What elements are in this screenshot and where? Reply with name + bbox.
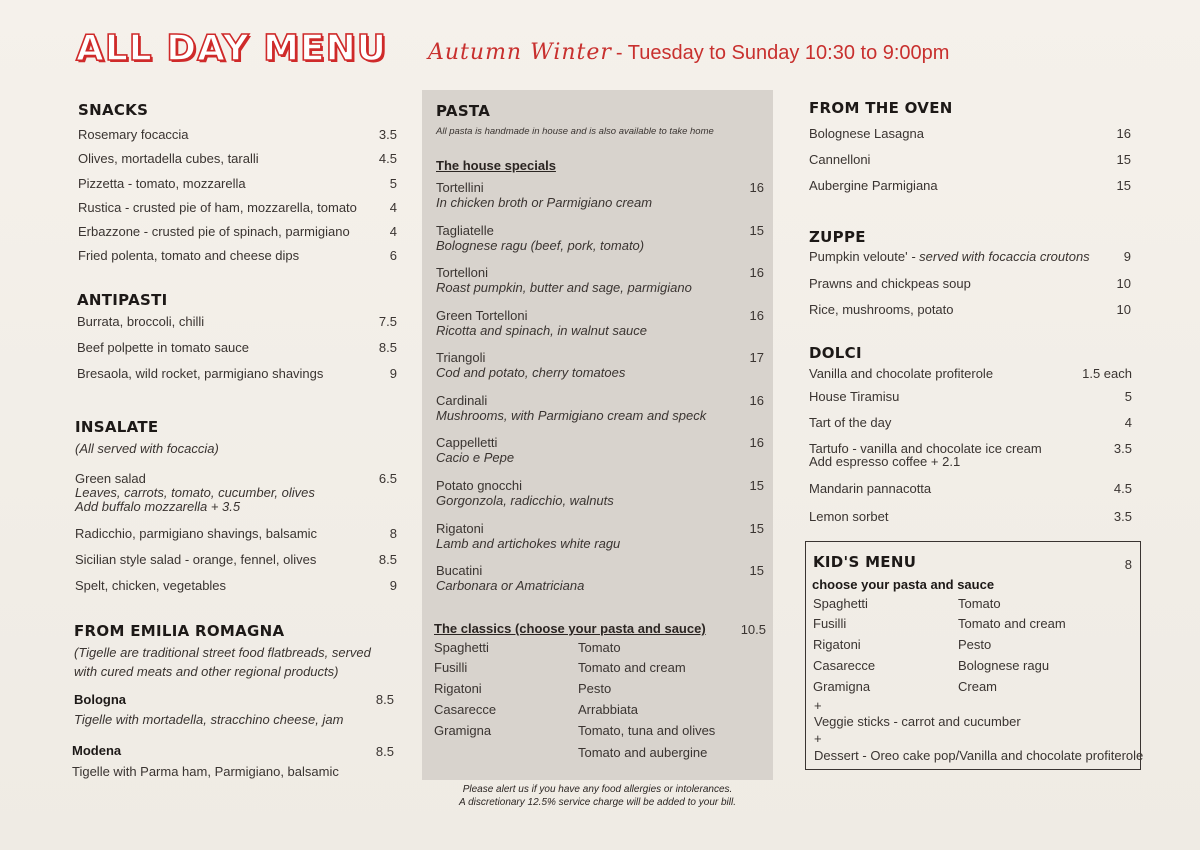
season-label: Autumn Winter [428,40,612,65]
pasta-sauce: Tomato and aubergine [578,745,708,760]
menu-item-price: 1.5 each [1082,366,1132,381]
menu-item-description: Tigelle with Parma ham, Parmigiano, balsamic [72,764,339,779]
menu-item-price: 3.5 [1113,509,1132,524]
menu-item-price: 4 [1124,415,1132,430]
pasta-item-description: Cod and potato, cherry tomatoes [436,365,626,380]
pasta-item-price: 17 [749,350,764,365]
soup-description: - served with focaccia croutons [911,249,1090,264]
pasta-heading: PASTA [436,102,491,120]
menu-item-addon: Add buffalo mozzarella + 3.5 [75,499,241,514]
menu-item-name: Prawns and chickpeas soup [809,276,971,291]
menu-item-name: Aubergine Parmigiana [809,178,938,193]
menu-item-price: 4 [389,200,397,215]
pasta-item-name: Triangoli [436,350,486,365]
kids-pasta-sauce: Tomato [958,596,1001,611]
pasta-item-description: Ricotta and spinach, in walnut sauce [436,323,648,338]
menu-item-addon: Add espresso coffee + 2.1 [809,454,961,469]
pasta-item-description: Lamb and artichokes white ragu [436,536,621,551]
menu-item-price: 5 [389,176,397,191]
pasta-item-price: 15 [749,563,764,578]
antipasti-heading: ANTIPASTI [77,291,168,309]
oven-heading: FROM THE OVEN [809,99,953,117]
pasta-sauce: Arrabbiata [578,702,638,717]
menu-item-name: Tartufo - vanilla and chocolate ice cream [809,441,1042,456]
menu-item-name: Beef polpette in tomato sauce [77,340,250,355]
service-charge-note: A discretionary 12.5% service charge will be added to your bill. [459,797,736,808]
pasta-sauce: Tomato, tuna and olives [578,723,716,738]
pasta-item-price: 16 [749,180,764,195]
menu-item-price: 7.5 [378,314,397,329]
pasta-sauce: Pesto [578,681,612,696]
pasta-item-name: Tortellini [436,180,484,195]
pasta-item-price: 16 [749,393,764,408]
pasta-shape: Casarecce [434,702,497,717]
menu-item-name: Burrata, broccoli, chilli [77,314,205,329]
pasta-item-description: Carbonara or Amatriciana [436,578,585,593]
menu-item-name: Rustica - crusted pie of ham, mozzarella, tomato [78,200,357,215]
house-specials-heading: The house specials [436,158,556,173]
menu-item-name [809,249,1090,264]
snacks-heading: SNACKS [78,101,149,119]
menu-item-name: Bresaola, wild rocket, parmigiano shavings [77,366,324,381]
kids-pasta-sauce: Pesto [958,637,992,652]
dolci-heading: DOLCI [809,344,862,362]
pasta-item-price: 16 [749,435,764,450]
emilia-note-line2: with cured meats and other regional products) [74,664,339,679]
menu-item-price: 8.5 [375,692,394,707]
menu-item-name: Olives, mortadella cubes, taralli [78,151,259,166]
allergy-footer [422,783,773,809]
menu-item-name: House Tiramisu [809,389,900,404]
menu-item-name: Rosemary focaccia [78,127,189,142]
pasta-item-name: Rigatoni [436,521,484,536]
pasta-item-price: 16 [749,308,764,323]
menu-item-price: 5 [1124,389,1132,404]
menu-item-name: Tart of the day [809,415,892,430]
pasta-item-name: Cappelletti [436,435,498,450]
menu-item-price: 8.5 [375,744,394,759]
kids-pasta-sauce: Cream [958,679,998,694]
menu-title: ALL DAY MENU [76,28,387,69]
menu-item-price: 9 [389,578,397,593]
kids-menu-subtitle: choose your pasta and sauce [812,577,995,592]
menu-item-name: Rice, mushrooms, potato [809,302,954,317]
zuppe-heading: ZUPPE [809,228,866,246]
pasta-item-name: Tortelloni [436,265,489,280]
pasta-item-name: Green Tortelloni [436,308,528,323]
menu-item-price: 15 [1116,152,1131,167]
kids-pasta-shape: Fusilli [813,616,847,631]
pasta-sauce: Tomato [578,640,621,655]
menu-item-name: Lemon sorbet [809,509,889,524]
menu-item-price: 10 [1116,276,1131,291]
kids-dessert: Dessert - Oreo cake pop/Vanilla and chocolate profiterole [814,748,1144,763]
kids-pasta-shape: Spaghetti [813,596,868,611]
menu-item-description: Leaves, carrots, tomato, cucumber, olives [75,485,315,500]
menu-item-name: Mandarin pannacotta [809,481,932,496]
soup-name: Pumpkin veloute' [809,249,908,264]
insalate-heading: INSALATE [75,418,159,436]
pasta-item-name: Tagliatelle [436,223,494,238]
pasta-item-description: Mushrooms, with Parmigiano cream and speck [436,408,707,423]
menu-item-name: Bolognese Lasagna [809,126,924,141]
pasta-item-description: In chicken broth or Parmigiano cream [436,195,653,210]
menu-item-price: 6 [389,248,397,263]
menu-item-price: 8.5 [378,340,397,355]
pasta-shape: Fusilli [434,660,468,675]
pasta-shape: Gramigna [434,723,492,738]
menu-item-price: 10 [1116,302,1131,317]
menu-item-price: 4.5 [378,151,397,166]
pasta-note: All pasta is handmade in house and is also available to take home [436,126,714,137]
kids-pasta-sauce: Bolognese ragu [958,658,1050,673]
pasta-item-price: 16 [749,265,764,280]
pasta-item-name: Potato gnocchi [436,478,523,493]
pasta-item-description: Cacio e Pepe [436,450,515,465]
menu-item-name: Bologna [74,692,126,707]
menu-item-name: Cannelloni [809,152,871,167]
kids-menu-box [805,541,1144,770]
kids-pasta-shape: Casarecce [813,658,876,673]
menu-item-price: 8.5 [378,552,397,567]
menu-item-description: Tigelle with mortadella, stracchino cheese, jam [74,712,344,727]
kids-menu-heading: KID'S MENU [813,553,917,571]
pasta-shape: Spaghetti [434,640,489,655]
kids-plus-sign: + [814,698,822,713]
menu-item-price: 9 [389,366,397,381]
menu-item-name: Fried polenta, tomato and cheese dips [78,248,300,263]
pasta-item-name: Bucatini [436,563,483,578]
allergy-note: Please alert us if you have any food allergies or intolerances. [462,784,733,795]
pasta-item-description: Gorgonzola, radicchio, walnuts [436,493,614,508]
pasta-item-price: 15 [749,478,764,493]
menu-item-name: Radicchio, parmigiano shavings, balsamic [75,526,318,541]
classics-heading: The classics (choose your pasta and sauce) [434,621,706,636]
menu-item-name: Sicilian style salad - orange, fennel, olives [75,552,317,567]
pasta-item-description: Roast pumpkin, butter and sage, parmigiano [436,280,692,295]
menu-item-name: Modena [72,743,122,758]
menu-item-price: 3.5 [1113,441,1132,456]
menu-item-name: Erbazzone - crusted pie of spinach, parmigiano [78,224,350,239]
kids-pasta-sauce: Tomato and cream [958,616,1066,631]
menu-item-name: Spelt, chicken, vegetables [75,578,227,593]
pasta-sauce: Tomato and cream [578,660,686,675]
pasta-shape: Rigatoni [434,681,482,696]
kids-pasta-shape: Gramigna [813,679,871,694]
insalate-note: (All served with focaccia) [75,441,219,456]
menu-item-price: 16 [1116,126,1131,141]
opening-hours: - Tuesday to Sunday 10:30 to 9:00pm [615,42,950,64]
emilia-note-line1: (Tigelle are traditional street food flatbreads, served [74,645,371,660]
pasta-item-price: 15 [749,223,764,238]
menu-item-price: 4.5 [1113,481,1132,496]
menu-item-name: Vanilla and chocolate profiterole [809,366,994,381]
kids-pasta-shape: Rigatoni [813,637,861,652]
pasta-item-price: 15 [749,521,764,536]
menu-item-name: Green salad [75,471,146,486]
menu-item-price: 3.5 [378,127,397,142]
kids-plus-sign: + [814,731,822,746]
menu-item-price: 9 [1123,249,1131,264]
kids-menu-price: 8 [1124,557,1132,572]
menu-item-price: 15 [1116,178,1131,193]
classics-price: 10.5 [740,622,766,637]
menu-item-name: Pizzetta - tomato, mozzarella [78,176,246,191]
pasta-item-name: Cardinali [436,393,488,408]
kids-veggie-sticks: Veggie sticks - carrot and cucumber [814,714,1021,729]
menu-item-price: 8 [389,526,397,541]
menu-item-price: 6.5 [378,471,397,486]
pasta-item-description: Bolognese ragu (beef, pork, tomato) [436,238,645,253]
emilia-heading: FROM EMILIA ROMAGNA [74,622,285,640]
menu-subtitle [428,40,949,65]
menu-item-price: 4 [389,224,397,239]
